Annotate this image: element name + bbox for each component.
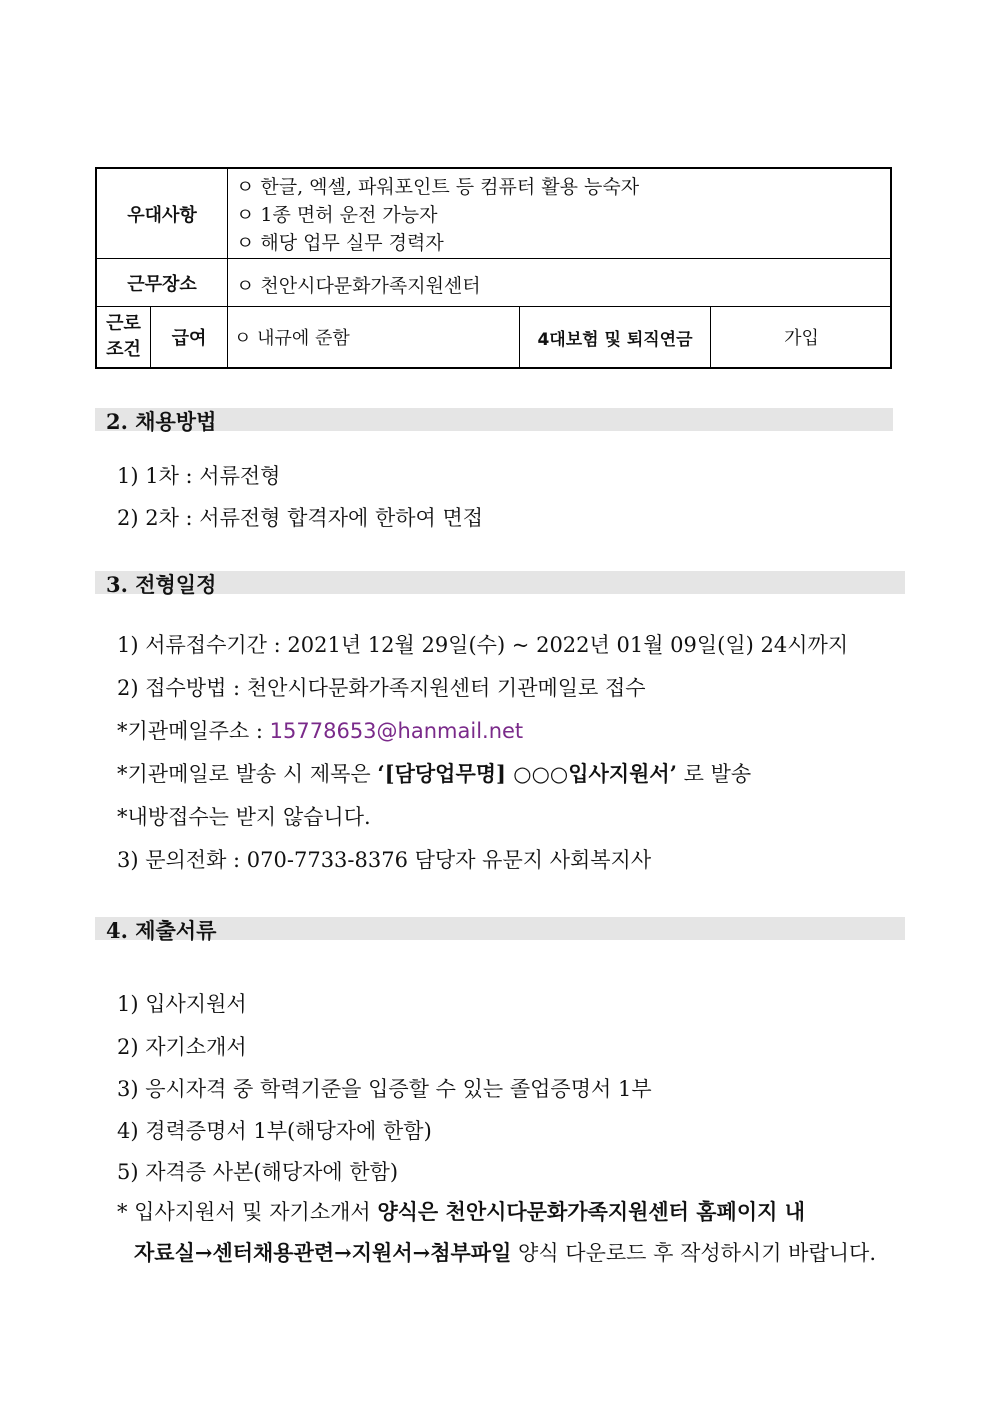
list-item: 1) 서류접수기간 : 2021년 12월 29일(수) ~ 2022년 01월 09일(일) 24시까지 xyxy=(117,633,849,657)
salary-value: ㅇ 내규에 준함 xyxy=(234,328,350,349)
list-item: 4) 경력증명서 1부(해당자에 한함) xyxy=(117,1119,432,1143)
conditions-table xyxy=(95,167,892,369)
section-title: 4. 제출서류 xyxy=(106,918,217,943)
conditions-header-line1: 근로 xyxy=(106,313,141,334)
preferred-items xyxy=(228,169,892,258)
list-item: 5) 자격증 사본(해당자에 한함) xyxy=(117,1160,399,1184)
list-item: 2) 접수방법 : 천안시다문화가족지원센터 기관메일로 접수 xyxy=(117,676,646,700)
subject-pre: *기관메일로 발송 시 제목은 xyxy=(117,762,378,786)
list-item: *내방접수는 받지 않습니다. xyxy=(117,805,371,829)
note-bold: 양식은 천안시다문화가족지원센터 홈페이지 내 xyxy=(377,1199,806,1224)
section-heading-3 xyxy=(95,571,905,597)
conditions-header-line2: 조건 xyxy=(106,339,141,360)
list-item: 2) 자기소개서 xyxy=(117,1035,247,1059)
note-path: 자료실→센터채용관련→지원서→첨부파일 xyxy=(134,1240,512,1265)
email-line xyxy=(117,715,523,745)
note-line-2 xyxy=(134,1237,876,1267)
note-pre: * 입사지원서 및 자기소개서 xyxy=(117,1200,378,1224)
subject-format: ‘[담당업무명] ○○○입사지원서’ xyxy=(377,761,677,786)
list-item: 1) 1차 : 서류전형 xyxy=(117,464,281,488)
section-title: 3. 전형일정 xyxy=(106,572,217,597)
list-item: 2) 2차 : 서류전형 합격자에 한하여 면접 xyxy=(117,506,484,530)
subject-post: 로 발송 xyxy=(677,762,752,786)
salary-header: 급여 xyxy=(171,328,207,349)
list-item: 1) 입사지원서 xyxy=(117,992,247,1016)
preferred-header: 우대사항 xyxy=(127,204,197,226)
workplace-header: 근무장소 xyxy=(127,273,197,295)
note-post: 양식 다운로드 후 작성하시기 바랍니다. xyxy=(511,1241,877,1265)
workplace-value-cell xyxy=(228,259,892,306)
email-link[interactable]: 15778653@hanmail.net xyxy=(269,719,524,743)
email-label: *기관메일주소 : xyxy=(117,719,270,743)
section-title: 2. 채용방법 xyxy=(106,409,217,434)
preferred-item: ㅇ 1종 면허 운전 가능자 xyxy=(236,204,438,226)
list-item: 3) 응시자격 중 학력기준을 입증할 수 있는 졸업증명서 1부 xyxy=(117,1077,652,1101)
insurance-value: 가입 xyxy=(784,328,819,349)
subject-line xyxy=(117,758,751,788)
section-heading-4 xyxy=(95,917,905,943)
list-item: 3) 문의전화 : 070-7733-8376 담당자 유문지 사회복지사 xyxy=(117,848,652,872)
conditions-header xyxy=(97,307,150,367)
workplace-value: ㅇ 천안시다문화가족지원센터 xyxy=(236,275,481,297)
insurance-header: 4대보험 및 퇴직연금 xyxy=(537,329,693,350)
section-heading-2 xyxy=(95,408,893,434)
note-line-1 xyxy=(117,1196,805,1226)
preferred-item: ㅇ 해당 업무 실무 경력자 xyxy=(236,232,444,254)
preferred-item: ㅇ 한글, 엑셀, 파워포인트 등 컴퓨터 활용 능숙자 xyxy=(236,176,640,198)
